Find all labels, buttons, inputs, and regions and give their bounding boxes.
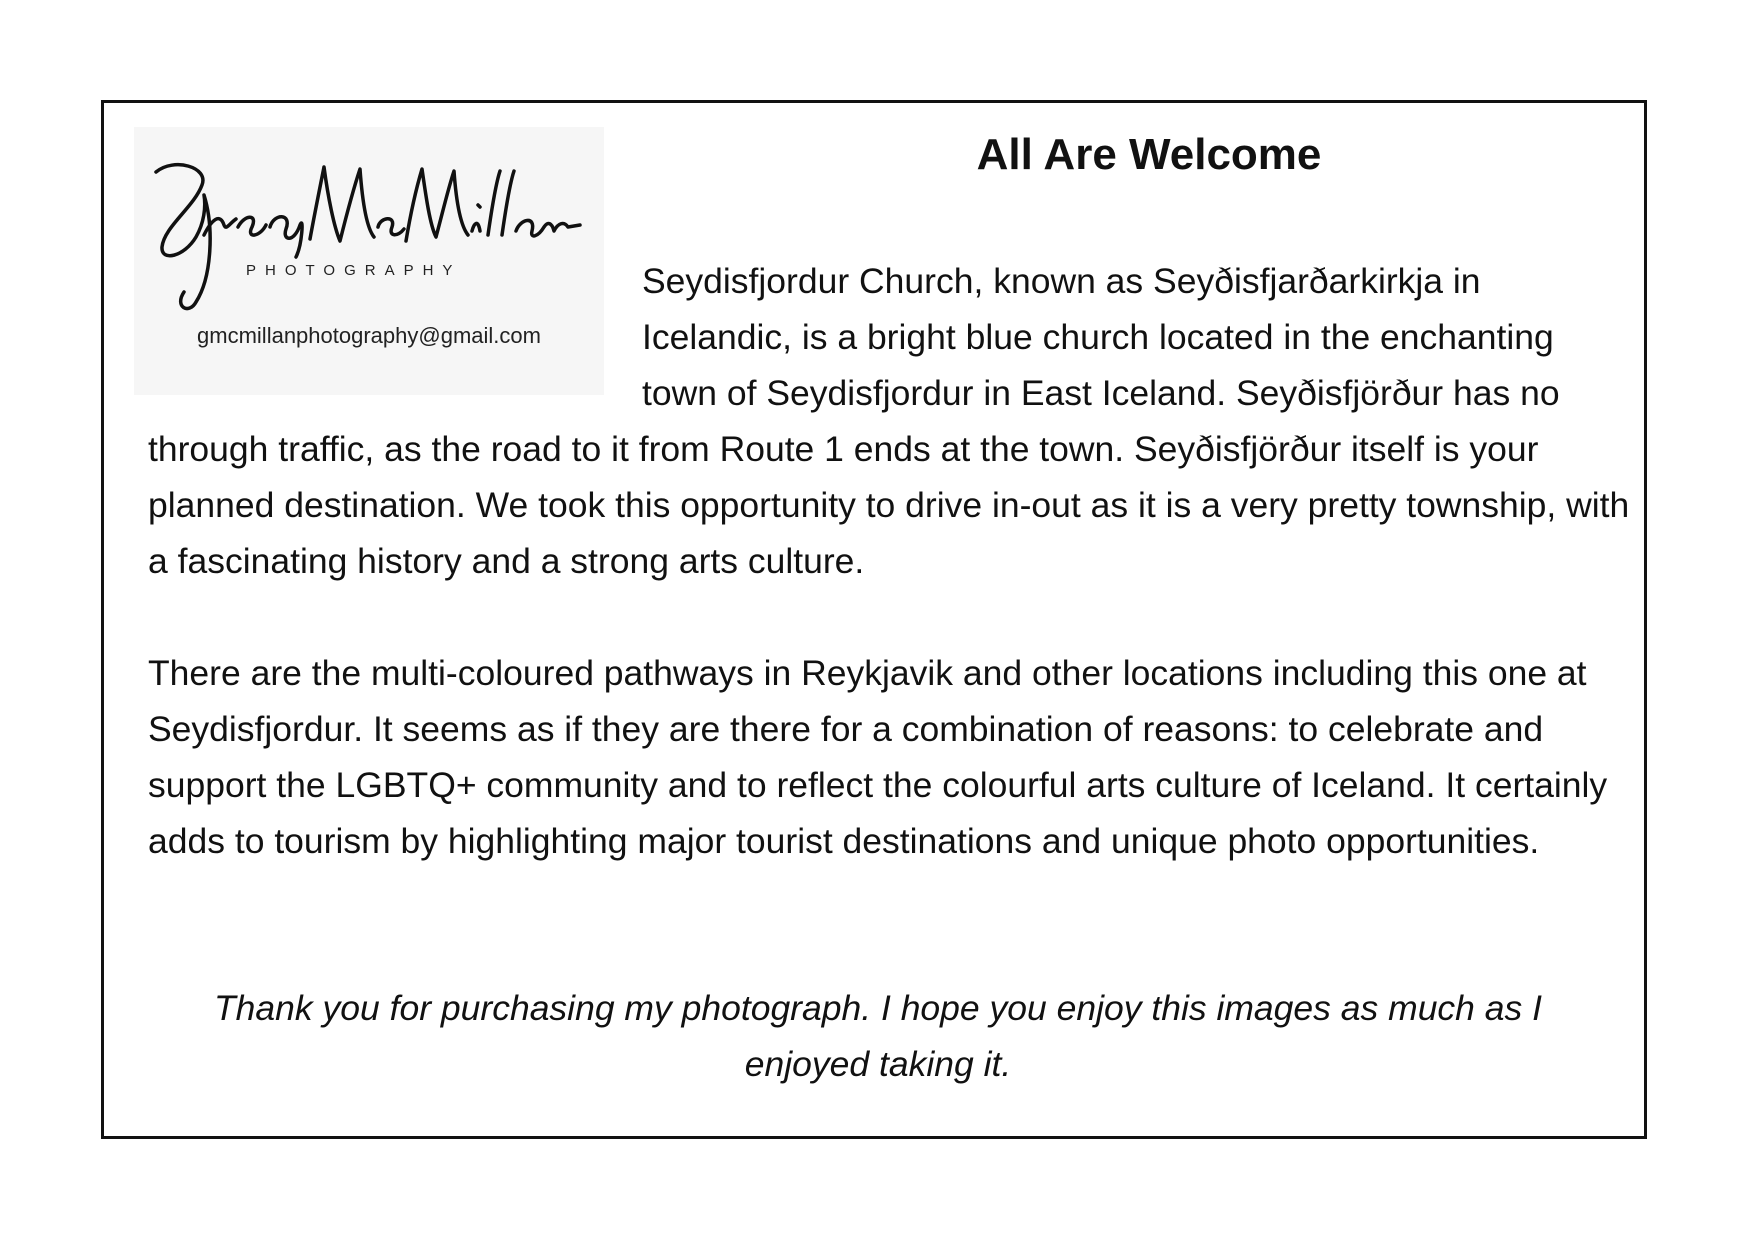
card-title: All Are Welcome (976, 130, 1322, 179)
logo-spacer (148, 253, 642, 421)
logo-subtitle: PHOTOGRAPHY (246, 262, 462, 279)
card-body (148, 253, 1638, 869)
thank-you-note: Thank you for purchasing my photograph. I hope you enjoy this images as much as I enjoyed taking it. (213, 988, 1543, 1084)
paragraph-church: Seydisfjordur Church, known as Seyðisfjarðarkirkja in Icelandic, is a bright blue church located in the enchanting town of Seydisfjordur in East Iceland. Seyðisfjörður has no through traffic, as the road to it from Route 1 ends at the town. Seyðisfjörður itself is your planned destination. We took this opportunity to drive in-out as it is a very pretty township, with a fascinating history and a strong arts culture. (148, 261, 1630, 581)
info-card (101, 100, 1647, 1139)
paragraph-pathways: There are the multi-coloured pathways in Reykjavik and other locations including this one at Seydisfjordur. It seems as if they are there for a combination of reasons: to celebrate and support the LGBTQ+ community and to reflect the colourful arts culture of Iceland. It certainly adds to tourism by highlighting major tourist destinations and unique photo opportunities. (148, 653, 1608, 861)
logo-email: gmcmillanphotography@gmail.com (197, 323, 541, 348)
